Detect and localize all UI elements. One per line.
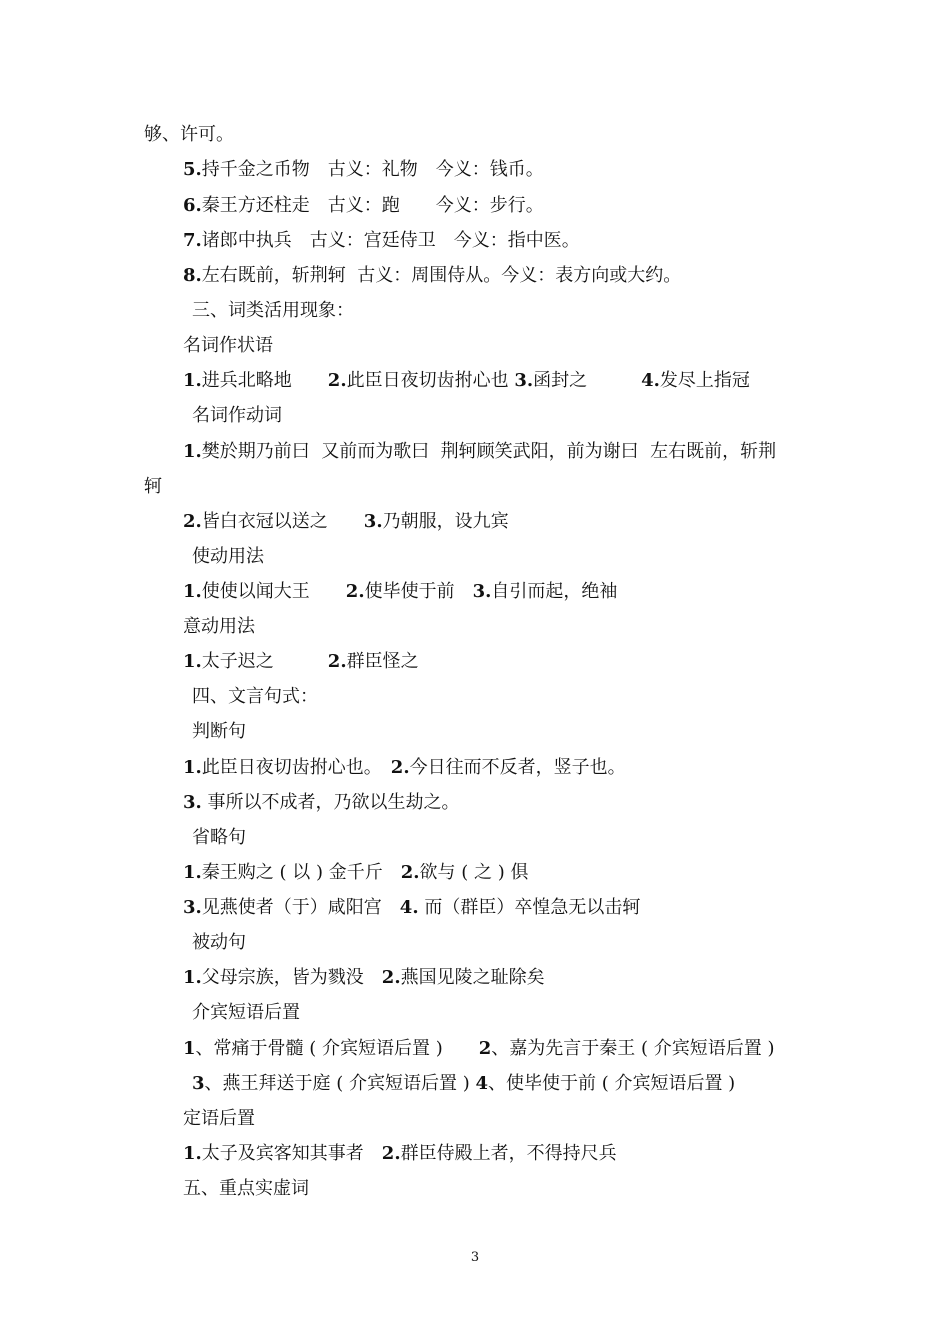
subheading-prepositional-postposition: 介宾短语后置 <box>192 1002 300 1023</box>
text-line-1: 够、许可。 <box>144 124 234 145</box>
text-line-19: 1.此臣日夜切齿拊心也。 2.今日往而不反者，竖子也。 <box>183 757 626 778</box>
section-heading-4: 四、文言句式： <box>192 686 318 707</box>
text-line-22: 1.秦王购之 ( 以 ) 金千斤 2.欲与 ( 之 ) 俱 <box>183 862 529 883</box>
text-line-10: 1.樊於期乃前曰 又前而为歌曰 荆轲顾笑武阳，前为谢曰 左右既前，斩荆 <box>183 441 777 462</box>
text-line-30: 1.太子及宾客知其事者 2.群臣侍殿上者，不得持尺兵 <box>183 1143 617 1164</box>
text-line-11: 轲 <box>144 476 162 497</box>
text-line-14: 1.使使以闻大王 2.使毕使于前 3.自引而起，绝袖 <box>183 581 618 602</box>
subheading-noun-as-verb: 名词作动词 <box>192 405 282 426</box>
subheading-putative: 意动用法 <box>183 616 255 637</box>
text-line-12: 2.皆白衣冠以送之 3.乃朝服，设九宾 <box>183 511 509 532</box>
text-line-23: 3.见燕使者（于）咸阳宫 4. 而（群臣）卒惶急无以击轲 <box>183 897 641 918</box>
text-line-3: 6.秦王方还柱走 古义：跑 今义：步行。 <box>183 195 544 216</box>
section-heading-3: 三、词类活用现象： <box>192 300 354 321</box>
text-line-27: 1、常痛于骨髓 ( 介宾短语后置 ) 2、嘉为先言于秦王 ( 介宾短语后置 ) <box>183 1038 775 1059</box>
subheading-passive: 被动句 <box>192 932 246 953</box>
text-line-25: 1.父母宗族，皆为戮没 2.燕国见陵之耻除矣 <box>183 967 545 988</box>
text-line-8: 1.进兵北略地 2.此臣日夜切齿拊心也 3.函封之 4.发尽上指冠 <box>183 370 750 391</box>
subheading-judgment: 判断句 <box>192 721 246 742</box>
subheading-attributive-postposition: 定语后置 <box>183 1108 255 1129</box>
text-line-2: 5.持千金之币物 古义：礼物 今义：钱币。 <box>183 159 544 180</box>
subheading-noun-as-adverbial: 名词作状语 <box>183 335 273 356</box>
text-line-16: 1.太子迟之 2.群臣怪之 <box>183 651 419 672</box>
text-line-5: 8.左右既前，斩荆轲 古义：周围侍从。今义：表方向或大约。 <box>183 265 682 286</box>
page-number: 3 <box>470 1250 480 1265</box>
subheading-causative: 使动用法 <box>192 546 264 567</box>
section-heading-5: 五、重点实虚词 <box>183 1178 309 1199</box>
text-line-28: 3、燕王拜送于庭 ( 介宾短语后置 ) 4、使毕使于前 ( 介宾短语后置 ) <box>192 1073 736 1094</box>
text-line-20: 3. 事所以不成者，乃欲以生劫之。 <box>183 792 460 813</box>
subheading-ellipsis: 省略句 <box>192 827 246 848</box>
text-line-4: 7.诸郎中执兵 古义：宫廷侍卫 今义：指中医。 <box>183 230 580 251</box>
